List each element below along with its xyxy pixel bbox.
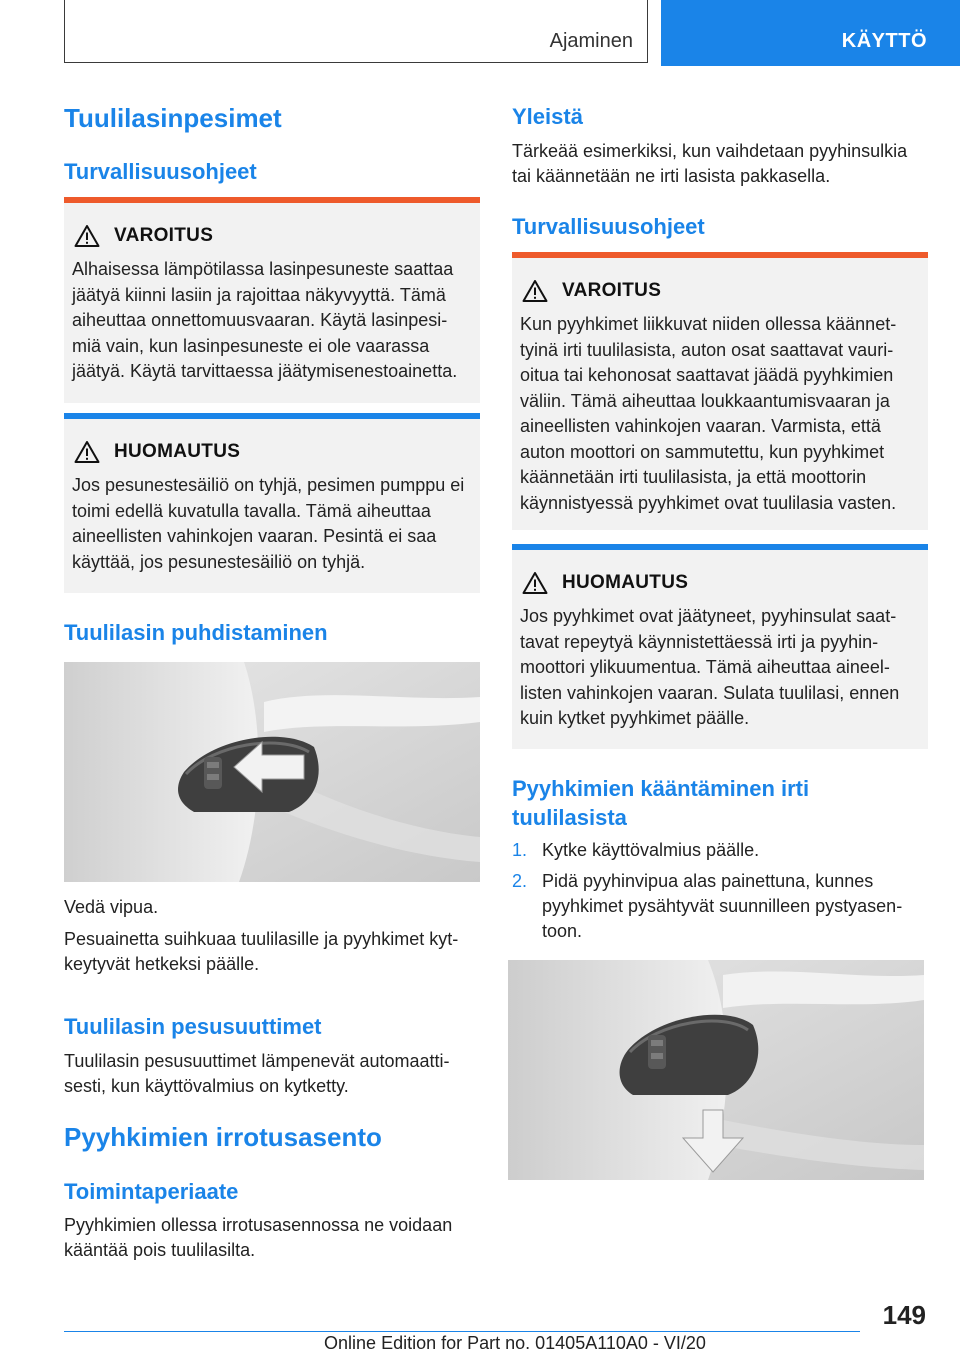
lever-pull-photo xyxy=(64,662,480,882)
text-spray: Pesuainetta suihkuaa tuulilasille ja pyyhkimet kyt‐keytyvät hetkeksi päälle. xyxy=(64,929,459,974)
notice-bar xyxy=(512,544,928,550)
notice-box-right xyxy=(512,544,928,749)
warning-text: Kun pyyhkimet liikkuvat niiden ollessa käännet‐tyinä irti tuulilasista, auton osat saattavat vauri‐oitua tai kehonosat saattavat jäädä pyyhkimien väliin. Tämä aiheuttaa loukkaantumisvaaran ja aineellisten vahinkojen vaaran. Varmista, että auton moottori on sammutettu, kun pyyhkimet käännetään irti tuulilasista, ja että moottorin käynnistyessä pyyhkimet ovat tuulilasia vasten. xyxy=(520,314,897,513)
chapter-title: Ajaminen xyxy=(549,30,633,52)
section-title: KÄYTTÖ xyxy=(841,30,927,52)
notice-label: HUOMAUTUS xyxy=(114,441,241,462)
edition-text: Online Edition for Part no. 01405A110A0 - VI/20 xyxy=(324,1333,706,1353)
step-text: Kytke käyttövalmius päälle. xyxy=(542,840,760,860)
warning-label: VAROITUS xyxy=(562,280,662,301)
steps-list xyxy=(512,838,928,950)
warning-bar xyxy=(64,197,480,203)
notice-bar xyxy=(64,413,480,419)
text-general: Tärkeää esimerkiksi, kun vaihdetaan pyyhinsulkia tai käännetään ne irti lasista pakkasella. xyxy=(512,141,908,186)
warning-text: Alhaisessa lämpötilassa lasinpesuneste saattaa jäätyä kiinni lasiin ja rajoittaa näkyvyyttä. Tämä aiheuttaa onnettomuusvaaran. Käytä lasinpesi‐miä vain, kun lasinpesuneste ei ole vaarassa jäätyä. Käytä tarvittaessa jäätymisenestoainetta. xyxy=(72,259,458,381)
step-item xyxy=(512,869,928,944)
chapter-tab xyxy=(64,0,648,63)
warning-triangle-icon xyxy=(74,224,100,248)
heading-safety-left: Turvallisuusohjeet xyxy=(64,159,257,184)
text-nozzles: Tuulilasin pesusuuttimet lämpenevät automaatti‐sesti, kun käyttövalmius on kytketty. xyxy=(64,1051,450,1096)
warning-bar xyxy=(512,252,928,258)
footer-edition xyxy=(0,1333,960,1354)
text-principle: Pyyhkimien ollessa irrotusasennossa ne voidaan kääntää pois tuulilasilta. xyxy=(64,1215,453,1260)
warning-box-right xyxy=(512,252,928,530)
step-item xyxy=(512,838,928,863)
lever-push-photo xyxy=(508,960,924,1180)
notice-box-left xyxy=(64,413,480,593)
warning-triangle-icon xyxy=(522,279,548,303)
notice-text: Jos pesunestesäiliö on tyhjä, pesimen pumppu ei toimi edellä kuvatulla tavalla. Tämä aiheuttaa aineellisten vahinkojen vaaran. Pesintä ei saa käyttää, jos pesunestesäiliö on tyhjä. xyxy=(72,475,465,572)
warning-label: VAROITUS xyxy=(114,225,214,246)
notice-label: HUOMAUTUS xyxy=(562,572,689,593)
text-pull-lever: Vedä vipua. xyxy=(64,897,159,917)
section-tab xyxy=(661,0,960,66)
step-number: 1. xyxy=(512,840,528,860)
page-number: 149 xyxy=(882,1300,926,1330)
notice-text: Jos pyyhkimet ovat jäätyneet, pyyhinsulat saat‐tavat repeytyä käynnistettäessä irti ja pyyhin‐moottori ylikuumentua. Tämä aiheuttaa aineel‐listen vahinkojen vaaran. Sulata tuulilasi, ennen kuin kytket pyyhkimet päälle. xyxy=(520,606,900,728)
step-text: Pidä pyyhinvipua alas painettuna, kunnes pyyhkimet pysähtyvät suunnilleen pystyasen‐toon. xyxy=(542,871,903,941)
heading-safety-right: Turvallisuusohjeet xyxy=(512,214,705,239)
notice-triangle-icon xyxy=(74,440,100,464)
heading-service-position: Pyyhkimien irrotusasento xyxy=(64,1122,382,1152)
notice-triangle-icon xyxy=(522,571,548,595)
heading-principle: Toimintaperiaate xyxy=(64,1179,239,1204)
heading-fold-wipers: Pyyhkimien kääntäminen irti tuulilasista xyxy=(512,776,810,830)
page-header xyxy=(0,0,960,68)
warning-box-left xyxy=(64,197,480,403)
heading-cleaning: Tuulilasin puhdistaminen xyxy=(64,620,328,645)
heading-washers: Tuulilasinpesimet xyxy=(64,103,282,133)
heading-nozzles: Tuulilasin pesusuuttimet xyxy=(64,1014,322,1039)
heading-general: Yleistä xyxy=(512,104,583,129)
footer-divider xyxy=(64,1331,860,1332)
step-number: 2. xyxy=(512,871,528,891)
